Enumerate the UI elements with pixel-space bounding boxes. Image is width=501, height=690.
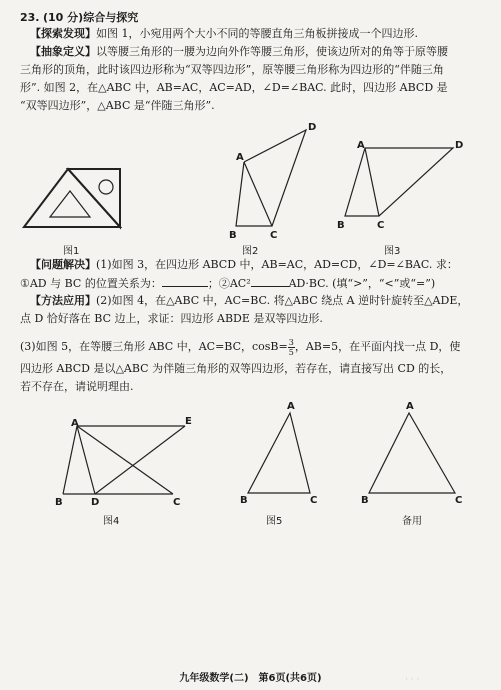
fig3-quadrilateral: [345, 148, 453, 216]
line-10-text-a: (3)如图 5，在等腰三角形 ABC 中，AC=BC，cosB=: [20, 340, 288, 353]
fig5-label-c: C: [310, 495, 318, 506]
text-line-1: [30, 27, 500, 41]
answer-blank-2[interactable]: [251, 276, 289, 287]
spare-caption: 备用: [402, 516, 422, 527]
answer-blank-1[interactable]: [162, 276, 208, 287]
fig4-label-d: D: [91, 497, 100, 508]
figure-1: [20, 135, 130, 235]
fig4-caption: 图4: [103, 516, 120, 527]
fig1-large-set-square: [24, 169, 120, 227]
fig1-caption: 图1: [63, 246, 80, 257]
line-7-text-c: AD·BC. (填“>”，“<”或“=”): [288, 277, 436, 290]
fig3-caption: 图3: [384, 246, 401, 257]
section-tag-definition: 【抽象定义】: [30, 45, 96, 58]
text-line-8: [30, 294, 500, 308]
question-header: [20, 11, 490, 25]
section-tag-solve: 【问题解决】: [30, 258, 96, 271]
line-6-text: (1)如图 3，在四边形 ABCD 中，AB=AC，AD=CD，∠D=∠BAC. 求：: [96, 258, 458, 271]
figure-4: [55, 418, 195, 508]
fig4-label-e: E: [185, 416, 192, 427]
text-line-10: [20, 336, 490, 358]
figure-spare: [361, 401, 465, 506]
fraction-numerator: 3: [288, 337, 294, 347]
fraction-denominator: 5: [288, 347, 294, 357]
fig1-circle-hole: [99, 180, 113, 194]
text-line-7: [20, 276, 490, 291]
spare-label-c: C: [455, 495, 463, 506]
fig2-label-d: D: [308, 122, 317, 133]
line-8-text: (2)如图 4，在△ABC 中，AC=BC. 将△ABC 绕点 A 逆时针旋转至△ADE，: [96, 294, 469, 307]
fig5-caption: 图5: [266, 516, 283, 527]
watermark: · · ·: [405, 675, 420, 685]
fig4-line-ac: [77, 426, 173, 494]
section-tag-apply: 【方法应用】: [30, 294, 96, 307]
line-2-text: 以等腰三角形的一腰为边向外作等腰三角形，使该边所对的角等于原等腰: [96, 45, 448, 58]
question-number: 23.: [20, 11, 40, 24]
fig2-label-c: C: [270, 230, 278, 241]
section-tag-explore: 【探索发现】: [30, 27, 96, 40]
fig5-label-a: A: [287, 401, 295, 412]
fig2-label-a: A: [236, 152, 244, 163]
line-1-text: 如图 1，小宛用两个大小不同的等腰直角三角板拼接成一个四边形.: [96, 27, 418, 40]
fig4-label-b: B: [55, 497, 63, 508]
line-7-text-a: ①AD 与 BC 的位置关系为：: [20, 277, 162, 290]
question-topic: (10 分)综合与探究: [43, 11, 139, 24]
spare-label-a: A: [406, 401, 414, 412]
line-7-text-b: ；②AC²: [207, 277, 251, 290]
fig4-label-a: A: [71, 418, 79, 429]
text-line-6: [30, 258, 500, 272]
fig3-label-b: B: [337, 220, 345, 231]
fig5-label-b: B: [240, 495, 248, 506]
line-10-text-b: ，AB=5，在平面内找一点 D，使: [294, 340, 461, 353]
text-line-11: 四边形 ABCD 是以△ABC 为伴随三角形的双等四边形，若存在，请直接写出 CD 的长，: [20, 362, 452, 375]
fig2-caption: 图2: [242, 246, 259, 257]
fig1-inner-cutout: [50, 191, 90, 217]
fig4-label-c: C: [173, 497, 181, 508]
spare-triangle-abc: [369, 413, 455, 493]
fig2-diagonal-ac: [244, 162, 272, 226]
fig4-line-ab: [63, 426, 77, 494]
fig5-triangle-abc: [248, 413, 310, 493]
figure-2: [224, 120, 324, 241]
cos-fraction: [288, 338, 295, 357]
fig3-label-a: A: [357, 140, 365, 151]
spare-label-b: B: [361, 495, 369, 506]
figure-5: [240, 401, 340, 506]
page-footer: 九年级数学(二) 第6页(共6页): [179, 673, 322, 684]
text-line-3: 三角形的顶角，此时该四边形称为“双等四边形”，原等腰三角形称为四边形的“伴随三角: [20, 63, 444, 76]
fig4-line-de: [95, 426, 185, 494]
figure-3: [335, 140, 475, 230]
text-line-12: 若不存在，请说明理由.: [20, 380, 134, 393]
text-line-2: [30, 45, 500, 59]
fig3-label-d: D: [455, 140, 464, 151]
text-line-9: 点 D 恰好落在 BC 边上，求证：四边形 ABDE 是双等四边形.: [20, 312, 323, 325]
text-line-4: 形”. 如图 2，在△ABC 中，AB=AC，AC=AD，∠D=∠BAC. 此时，四边形 ABCD 是: [20, 81, 448, 94]
fig3-diagonal-ac: [365, 148, 379, 216]
fig2-label-b: B: [229, 230, 237, 241]
fig2-quadrilateral: [236, 130, 306, 226]
text-line-5: “双等四边形”，△ABC 是“伴随三角形”.: [20, 99, 215, 112]
fig3-label-c: C: [377, 220, 385, 231]
